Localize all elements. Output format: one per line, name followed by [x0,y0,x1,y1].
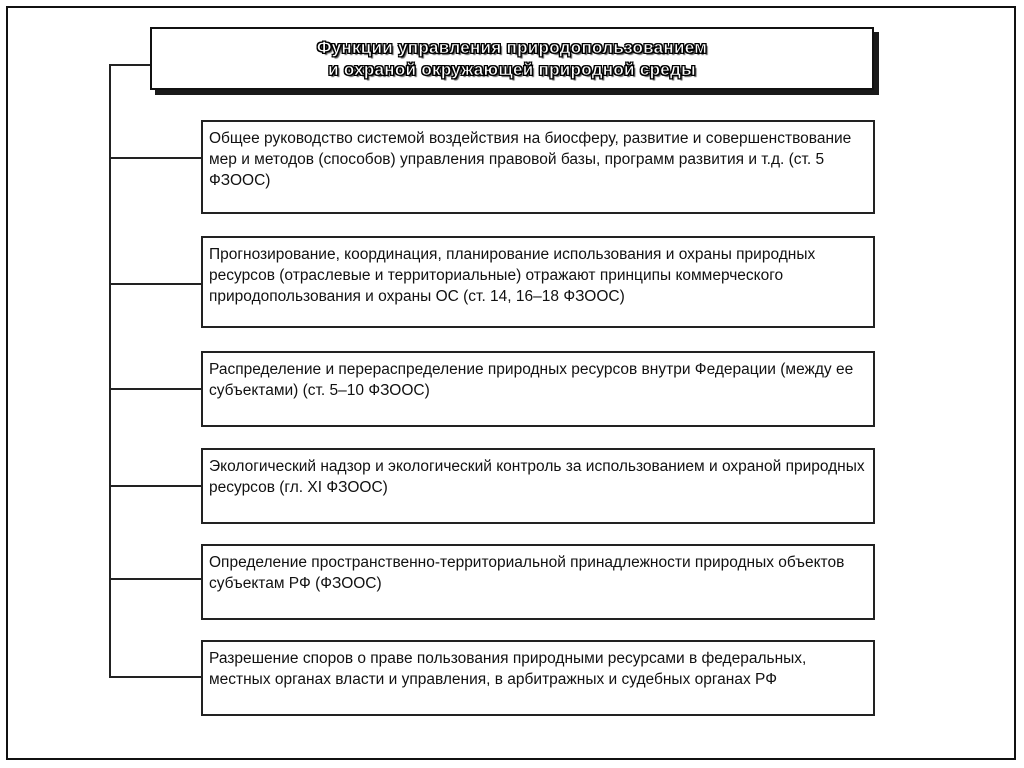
connector-4 [109,485,202,487]
function-box-4 [201,448,875,524]
function-text-6: Разрешение споров о праве пользования природными ресурсами в федеральных, местных органах власти и управления, в арбитражных и судебных органах РФ [209,650,807,688]
function-text-1: Общее руководство системой воздействия на биосферу, развитие и совершенствование мер и методов (способов) управления правовой базы, программ развития и т.д. (ст. 5 ФЗООС) [209,130,852,189]
connector-2 [109,283,202,285]
function-text-5: Определение пространственно-территориальной принадлежности природных объектов субъектам РФ (ФЗООС) [209,554,845,592]
connector-title [109,64,150,66]
function-text-2: Прогнозирование, координация, планирование использования и охраны природных ресурсов (отраслевые и территориальные) отражают принципы коммерческого природопользования и охраны ОС (ст. 14, 16–18 ФЗООС) [209,246,816,305]
connector-1 [109,157,202,159]
connector-3 [109,388,202,390]
function-box-2 [201,236,875,328]
diagram-title-box [150,27,874,90]
title-line-2: и охраной окружающей природной среды [328,59,696,79]
function-box-3 [201,351,875,427]
function-box-6 [201,640,875,716]
function-box-5 [201,544,875,620]
title-line-1: Функции управления природопользованием [316,37,708,57]
function-box-1 [201,120,875,214]
function-text-3: Распределение и перераспределение природных ресурсов внутри Федерации (между ее субъектами) (ст. 5–10 ФЗООС) [209,361,854,399]
connector-5 [109,578,202,580]
connector-6 [109,676,202,678]
function-text-4: Экологический надзор и экологический контроль за использованием и охраной природных ресурсов (гл. XI ФЗООС) [209,458,865,496]
